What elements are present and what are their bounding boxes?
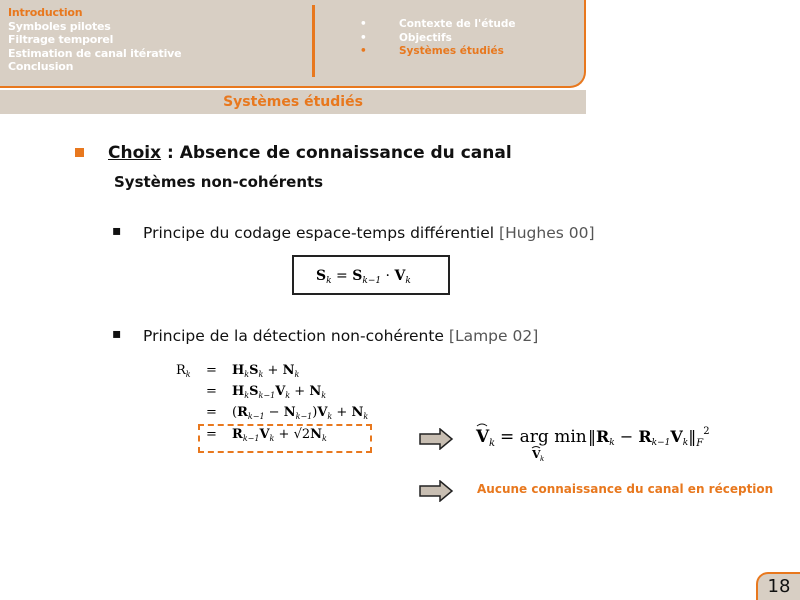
svg-text:V: V (532, 448, 541, 461)
estimator-equation (472, 418, 752, 466)
subsection-label: Systèmes étudiés (399, 45, 504, 57)
item2-text: Principe de la détection non-cohérente (143, 327, 449, 345)
subtitle: Systèmes non-cohérents (114, 173, 324, 191)
svg-text:Rk: $R_k$ (176, 363, 191, 379)
item2-ref[interactable]: [Lampe 02] (448, 327, 539, 345)
section-introduction[interactable]: Introduction (8, 6, 83, 19)
svg-text:k: k (540, 455, 545, 463)
square-bullet-icon (75, 148, 84, 157)
svg-text:V: V (476, 427, 490, 447)
differential-equation (294, 257, 448, 293)
header-divider (312, 5, 315, 77)
svg-text:‖Rk − Rk−1Vk‖F2: ‖Rk − $Rk-1Vk‖_F^2$ (588, 426, 710, 449)
svg-text:=: = (206, 427, 217, 442)
item1-ref[interactable]: [Hughes 00] (499, 224, 595, 242)
subsection-objectifs[interactable] (360, 32, 515, 46)
no-csi-note: Aucune connaissance du canal en réception (477, 482, 774, 496)
header-panel (0, 0, 586, 88)
subsection-contexte[interactable] (360, 18, 515, 32)
page-number: 18 (756, 572, 800, 600)
svg-text:k: k (489, 438, 496, 449)
section-conclusion[interactable]: Conclusion (8, 60, 74, 73)
section-estimation-canal[interactable]: Estimation de canal itérative (8, 46, 182, 60)
svg-text:Rk−1Vk + √2Nk: $R_{k-1}V_k + √2N_k$ (232, 427, 327, 443)
svg-text:HkSk + Nk: $H_kS_k + N_k$ (232, 363, 300, 379)
bullet-icon: • (360, 45, 367, 57)
subsection-systemes[interactable] (360, 45, 515, 59)
item-noncoherent-detection (143, 327, 538, 345)
svg-text:=: = (206, 384, 217, 399)
bullet-icon: • (360, 31, 367, 44)
section-filtrage-temporel[interactable]: Filtrage temporel (8, 33, 114, 46)
svg-text:Sk = Sk−1 · Vk: $S_k = S_{k-1} \cdot V_k$ (316, 268, 411, 286)
item1-text: Principe du codage espace-temps différentiel (143, 224, 500, 242)
svg-text:HkSk−1Vk + Nk: $H_kS_{k-1}V_k + N_k$ (232, 384, 327, 400)
item-differential-coding (143, 224, 595, 242)
svg-text:=: = (206, 363, 217, 378)
equation-box (292, 255, 450, 295)
small-bullet-icon: ▪ (112, 326, 122, 342)
arrow-right-icon (418, 480, 454, 502)
highlight-dashed-box (198, 424, 372, 453)
svg-text:(Rk−1 − Nk−1)Vk + Nk: $(R_{k-1} - N_{k-1})V_k + N_k$ (232, 405, 369, 421)
bullet-icon: • (360, 18, 367, 30)
subsection-label: Objectifs (399, 31, 452, 44)
section-symboles-pilotes[interactable]: Symboles pilotes (8, 19, 111, 33)
choice-heading (108, 143, 512, 163)
arrow-right-icon (418, 428, 454, 450)
subsection-nav (360, 18, 515, 59)
subsection-label: Contexte de l'étude (399, 18, 516, 30)
section-nav (8, 6, 181, 74)
small-bullet-icon: ▪ (112, 223, 122, 239)
choice-word: Choix (108, 143, 162, 163)
slide-title: Systèmes étudiés (0, 90, 586, 114)
svg-text:=: = (206, 405, 217, 420)
choice-rest: : Absence de connaissance du canal (161, 143, 512, 163)
svg-text:= arg min: = arg min (500, 427, 587, 447)
